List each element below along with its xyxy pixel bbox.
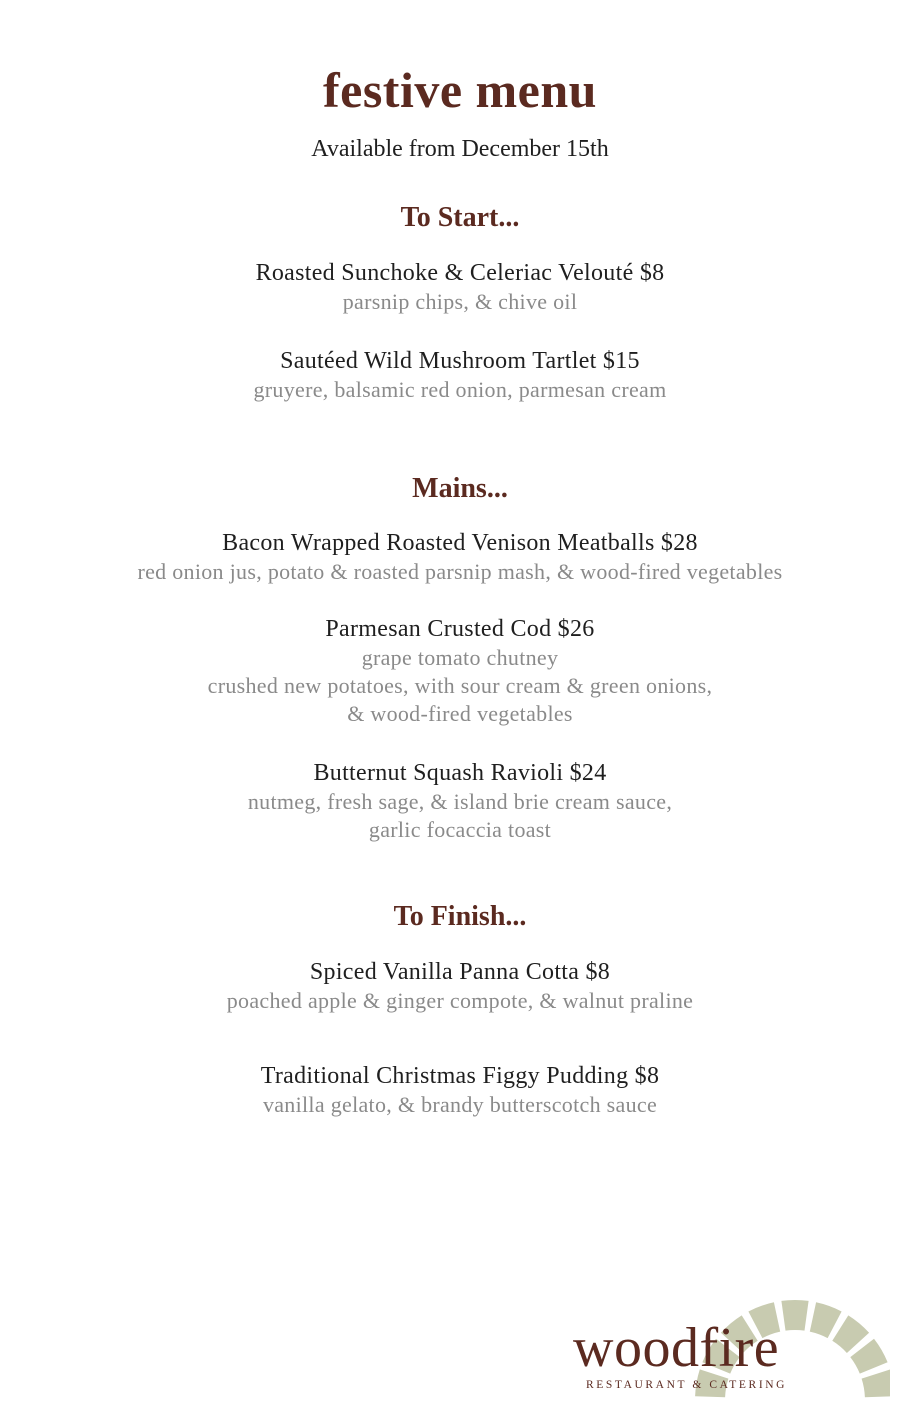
arch-stone <box>862 1369 890 1397</box>
section-heading-finish: To Finish... <box>393 901 527 932</box>
section-heading-mains: Mains... <box>412 473 508 504</box>
menu-item <box>0 758 920 844</box>
menu-item-description: red onion jus, potato & roasted parsnip mash, & wood-fired vegetables <box>137 559 783 584</box>
menu-item <box>0 957 920 1015</box>
menu-item-description: poached apple & ginger compote, & walnut praline <box>226 988 694 1013</box>
menu-item-description: garlic focaccia toast <box>368 817 552 842</box>
menu-item <box>0 528 920 586</box>
arch-stone <box>810 1302 842 1338</box>
menu-item <box>0 1061 920 1119</box>
logo-wordmark: woodfire <box>573 1317 780 1379</box>
menu-item-description: crushed new potatoes, with sour cream & green onions, <box>207 673 713 698</box>
page-title: festive menu <box>323 62 597 118</box>
menu-item-name: Sautéed Wild Mushroom Tartlet $15 <box>280 348 640 374</box>
section-heading-start: To Start... <box>400 202 520 233</box>
menu-item-name: Traditional Christmas Figgy Pudding $8 <box>260 1063 660 1089</box>
menu-item-description: gruyere, balsamic red onion, parmesan cream <box>253 377 667 402</box>
menu-item-description: vanilla gelato, & brandy butterscotch sauce <box>262 1092 658 1117</box>
logo-tagline: RESTAURANT & CATERING <box>586 1379 788 1391</box>
menu-item-name: Spiced Vanilla Panna Cotta $8 <box>309 959 611 985</box>
menu-item-name: Butternut Squash Ravioli $24 <box>313 760 607 786</box>
menu-item-description: nutmeg, fresh sage, & island brie cream sauce, <box>247 789 673 814</box>
page-subtitle: Available from December 15th <box>311 136 609 162</box>
menu-item <box>0 614 920 728</box>
menu-item-name: Parmesan Crusted Cod $26 <box>325 616 595 642</box>
menu-item-description: parsnip chips, & chive oil <box>342 289 578 314</box>
menu-item-name: Bacon Wrapped Roasted Venison Meatballs $28 <box>222 530 698 556</box>
menu-item-name: Roasted Sunchoke & Celeriac Velouté $8 <box>255 260 665 286</box>
menu-item-description: grape tomato chutney <box>361 645 559 670</box>
arch-stone <box>781 1300 808 1331</box>
menu-item-description: & wood-fired vegetables <box>347 701 573 726</box>
menu-item <box>0 258 920 316</box>
menu-item <box>0 346 920 404</box>
